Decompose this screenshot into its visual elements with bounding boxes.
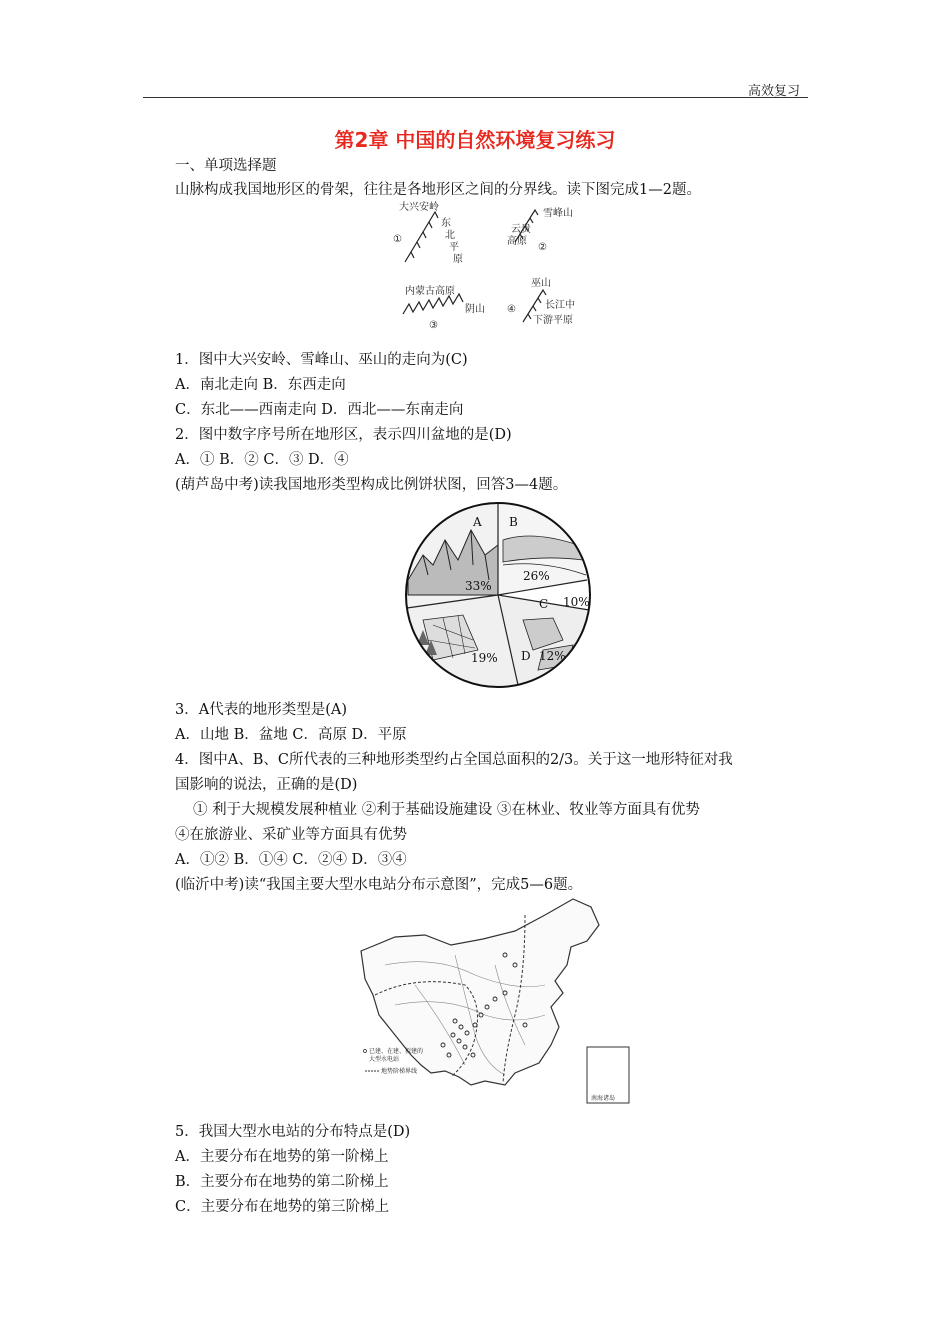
page-title: 第2章 中国的自然环境复习练习 bbox=[334, 128, 616, 152]
pie-label-a: A bbox=[473, 515, 482, 529]
q2-options: A．① B．② C．③ D．④ bbox=[175, 452, 349, 468]
q5-option-b: B．主要分布在地势的第二阶梯上 bbox=[175, 1174, 389, 1190]
q5-option-c: C．主要分布在地势的第三阶梯上 bbox=[175, 1199, 390, 1215]
label-dongbei-1: 东 bbox=[441, 218, 451, 229]
intro-q5-6: (临沂中考)读“我国主要大型水电站分布示意图”，完成5—6题。 bbox=[175, 877, 583, 893]
label-yinshan: 阴山 bbox=[465, 304, 485, 315]
q1-options-1: A．南北走向 B．东西走向 bbox=[175, 377, 346, 393]
pie-pct-b: 26% bbox=[523, 569, 550, 583]
q4-statements-1: ① 利于大规模发展种植业 ②利于基础设施建设 ③在林业、牧业等方面具有优势 bbox=[193, 802, 700, 818]
label-yungui-1: 云贵 bbox=[511, 224, 531, 235]
header-divider bbox=[143, 97, 808, 98]
pie-pct-a: 33% bbox=[465, 579, 492, 593]
section-heading: 一、单项选择题 bbox=[175, 158, 277, 174]
label-xuefengshan: 雪峰山 bbox=[543, 208, 573, 219]
label-dongbei-4: 原 bbox=[453, 254, 463, 265]
legend-line-1: 已建、在建、拟建的 bbox=[369, 1048, 424, 1055]
intro-q1-2: 山脉构成我国地形区的骨架，往往是各地形区之间的分界线。读下图完成1—2题。 bbox=[175, 182, 701, 198]
legend-line-3: 地势阶梯界线 bbox=[381, 1068, 418, 1075]
label-num4: ④ bbox=[507, 304, 516, 315]
legend-line-2: 大型水电站 bbox=[369, 1056, 400, 1063]
pie-label-d: D bbox=[521, 649, 531, 663]
q1-stem: 1．图中大兴安岭、雪峰山、巫山的走向为(C) bbox=[175, 352, 468, 368]
q5-option-a: A．主要分布在地势的第一阶梯上 bbox=[175, 1149, 389, 1165]
label-changjiang-2: 下游平原 bbox=[533, 315, 573, 326]
label-num1: ① bbox=[393, 234, 402, 245]
pie-pct-c: 10% bbox=[563, 595, 590, 609]
label-num3: ③ bbox=[429, 320, 438, 331]
q3-stem: 3．A代表的地形类型是(A) bbox=[175, 702, 347, 718]
label-dongbei-2: 北 bbox=[445, 230, 455, 241]
terrain-pie-figure bbox=[403, 500, 593, 690]
q4-options: A．①② B．①④ C．②④ D．③④ bbox=[175, 852, 407, 868]
hydropower-map-figure bbox=[355, 895, 635, 1105]
intro-q3-4: (葫芦岛中考)读我国地形类型构成比例饼状图，回答3—4题。 bbox=[175, 477, 568, 493]
mountain-ranges-figure bbox=[395, 198, 595, 332]
inset-label: 南海诸岛 bbox=[591, 1095, 616, 1102]
label-neimenggu: 内蒙古高原 bbox=[405, 286, 455, 297]
pie-label-c: C bbox=[539, 597, 549, 611]
label-num2: ② bbox=[538, 242, 547, 253]
header-label: 高效复习 bbox=[748, 84, 801, 99]
q3-options: A．山地 B．盆地 C．高原 D．平原 bbox=[175, 727, 407, 743]
label-changjiang-1: 长江中 bbox=[545, 300, 575, 311]
q5-stem: 5．我国大型水电站的分布特点是(D) bbox=[175, 1124, 411, 1140]
label-wushan: 巫山 bbox=[531, 278, 551, 289]
label-dongbei-3: 平 bbox=[449, 242, 459, 253]
pie-pct-e: 19% bbox=[471, 651, 498, 665]
q4-stem-2: 国影响的说法，正确的是(D) bbox=[175, 777, 358, 793]
q4-stem-1: 4．图中A、B、C所代表的三种地形类型约占全国总面积的2/3。关于这一地形特征对我 bbox=[175, 752, 733, 768]
label-yungui-2: 高原 bbox=[507, 236, 527, 247]
pie-label-b: B bbox=[509, 515, 518, 529]
q2-stem: 2．图中数字序号所在地形区，表示四川盆地的是(D) bbox=[175, 427, 512, 443]
q1-options-2: C．东北——西南走向 D．西北——东南走向 bbox=[175, 402, 464, 418]
q4-statements-2: ④在旅游业、采矿业等方面具有优势 bbox=[175, 827, 407, 843]
label-daxinganling: 大兴安岭 bbox=[399, 202, 439, 213]
pie-pct-d: 12% bbox=[539, 649, 566, 663]
